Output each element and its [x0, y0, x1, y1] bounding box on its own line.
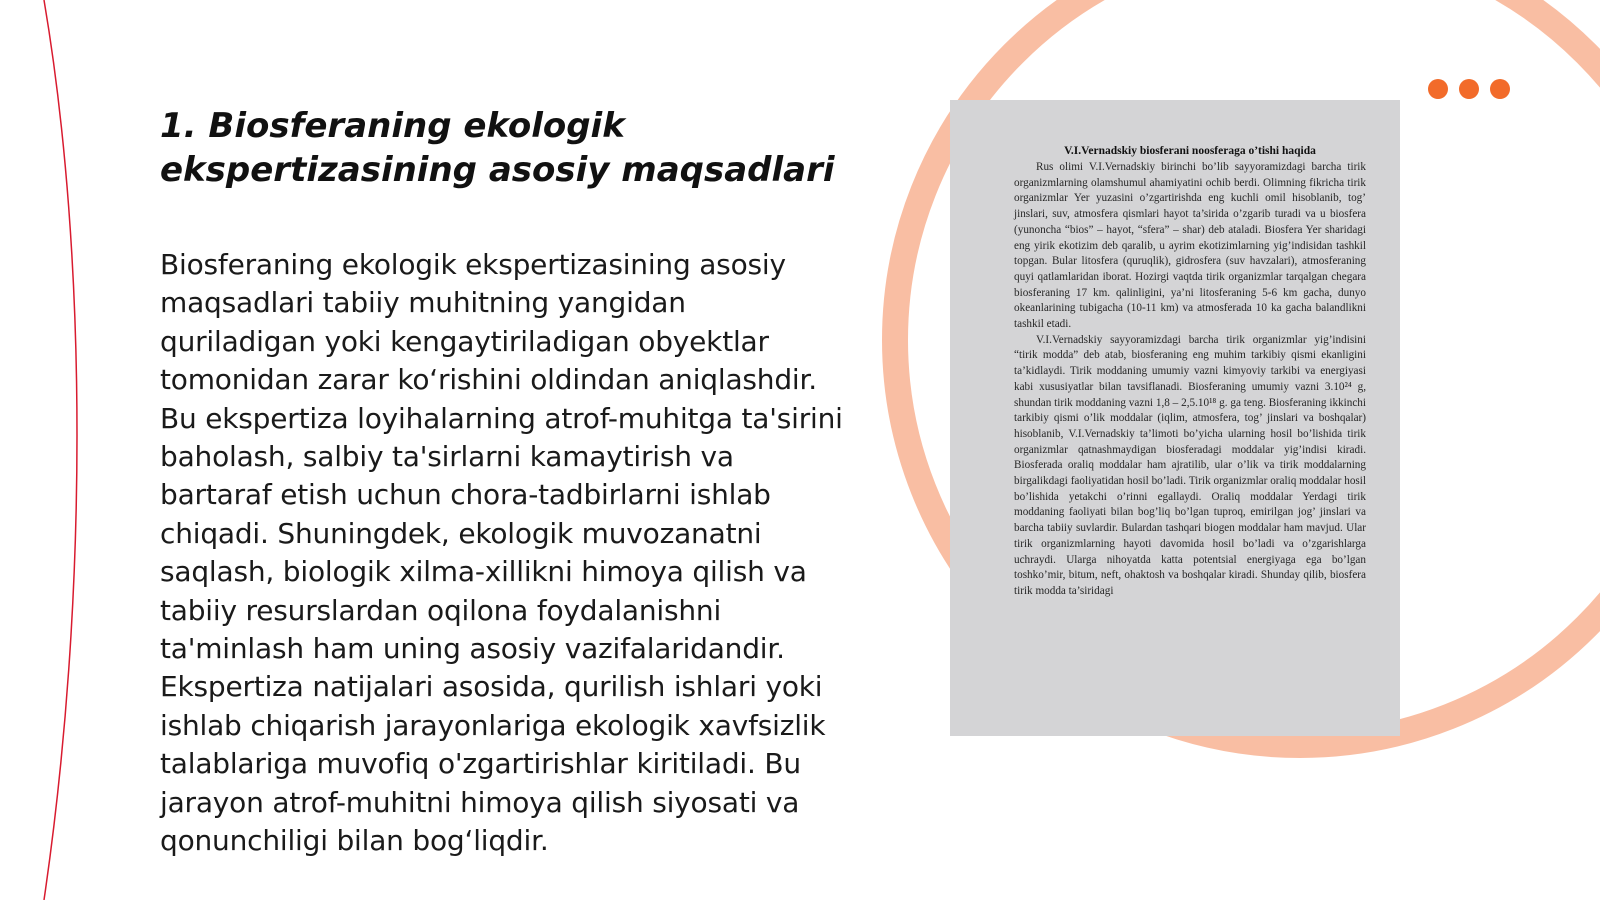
- page-paragraph-1: Rus olimi V.I.Vernadskiy birinchi bo’lib sayyoramizdagi barcha tirik organizmlarning olamshumul ahamiyatini ochib berdi. Olimning fikricha tirik organizmlar Yer yuzasini o’zgartirishda eng kuchli omil hisoblanib, tog’ jinslari, suv, atmosfera qismlari hayot ta’sirida o’zgarib turadi va u biosfera (yunoncha “bios” – hayot, “sfera” – shar) deb ataladi. Biosfera Yer sharidagi eng yirik ekotizim deb qaralib, u ayrim ekotizimlarning yig’indisidan tashkil topgan. Bular litosfera (quruqlik), gidrosfera (suv havzalari), atmosferaning quyi qatlamlaridan iborat. Hozirgi vaqtda tirik organizmlar tarqalgan chegara biosferaning 17 km. qalinligini, ya’ni litosferaning 5-6 km gacha, dunyo okeanlarining tubigacha (10-11 km) va atmosferada 10 ka gacha balandlikni tashkil etadi.: [1014, 161, 1366, 331]
- slide-title: 1. Biosferaning ekologik ekspertizasining asosiy maqsadlari: [160, 106, 835, 190]
- dot: [1459, 79, 1479, 99]
- scanned-book-page: [950, 100, 1400, 736]
- dot: [1428, 79, 1448, 99]
- page-paragraph-2: V.I.Vernadskiy sayyoramizdagi barcha tirik organizmlar yig’indisini “tirik modda” deb atab, biosferaning eng muhim tarkibiy qismi ekanligini ta’kidlaydi. Tirik moddaning umumiy vazni kimyoviy tarkibi va energiyasi kabi xususiyatlar bilan tavsiflanadi. Biosferaning umumiy vazni 3.10²⁴ g, shundan tirik moddaning vazni 1,8 – 2,5.10¹⁸ g. ga teng. Biosferaning ikkinchi tarkibiy qismi o’lik moddalar (iqlim, atmosfera, tog’ jinslari va boshqalar) hisoblanib, V.I.Vernadskiy ta’limoti bo’yicha ularning hosil bo’lishida tirik organizmlar qatnashmaydigan biosferadagi moddalar yig’indisi kiradi. Biosferada oraliq moddalar ham ajratilib, ular o’lik va tirik moddalarning birgalikdagi faoliyatidan hosil bo’ladi. Tirik organizmlar oraliq moddalar hosil bo’lishida yetakchi o’rinni egallaydi. Oraliq moddalar Yerdagi tirik moddaning faoliyati bilan bog’liq bo’lgan tuproq, emirilgan jog’ jinslari va barcha tabiiy suvlardir. Bulardan tashqari biogen moddalar ham mavjud. Ular tirik organizmlarning hayoti davomida hosil bo’ladi va o’zgarishlarga uchraydi. Ularga nihoyatda katta potentsial energiyaga ega bo’lgan toshko’mir, bitum, neft, ohaktosh va boshqalar kiradi. Shunday qilib, biosfera tirik modda ta’siridagi: [1014, 333, 1366, 597]
- slide-body-text: Biosferaning ekologik ekspertizasining asosiy maqsadlari tabiiy muhitning yangidan quriladigan yoki kengaytiriladigan obyektlar tomonidan zarar ko‘rishini oldindan aniqlashdir. Bu ekspertiza loyihalarning atrof-muhitga ta'sirini baholash, salbiy ta'sirlarni kamaytirish va bartaraf etish uchun chora-tadbirlarni ishlab chiqadi. Shuningdek, ekologik muvozanatni saqlash, biologik xilma-xillikni himoya qilish va tabiiy resurslardan oqilona foydalanishni ta'minlash ham uning asosiy vazifalaridandir. Ekspertiza natijalari asosida, qurilish ishlari yoki ishlab chiqarish jarayonlariga ekologik xavfsizlik talablariga muvofiq o'zgartirishlar kiritiladi. Bu jarayon atrof-muhitni himoya qilish siyosati va qonunchiligi bilan bog‘liqdir.: [160, 248, 843, 858]
- left-edge-curve: [44, 0, 77, 900]
- three-dots-icon: [1428, 79, 1510, 99]
- page-heading: V.I.Vernadskiy biosferani noosferaga o’tishi haqida: [1064, 145, 1316, 157]
- dot: [1490, 79, 1510, 99]
